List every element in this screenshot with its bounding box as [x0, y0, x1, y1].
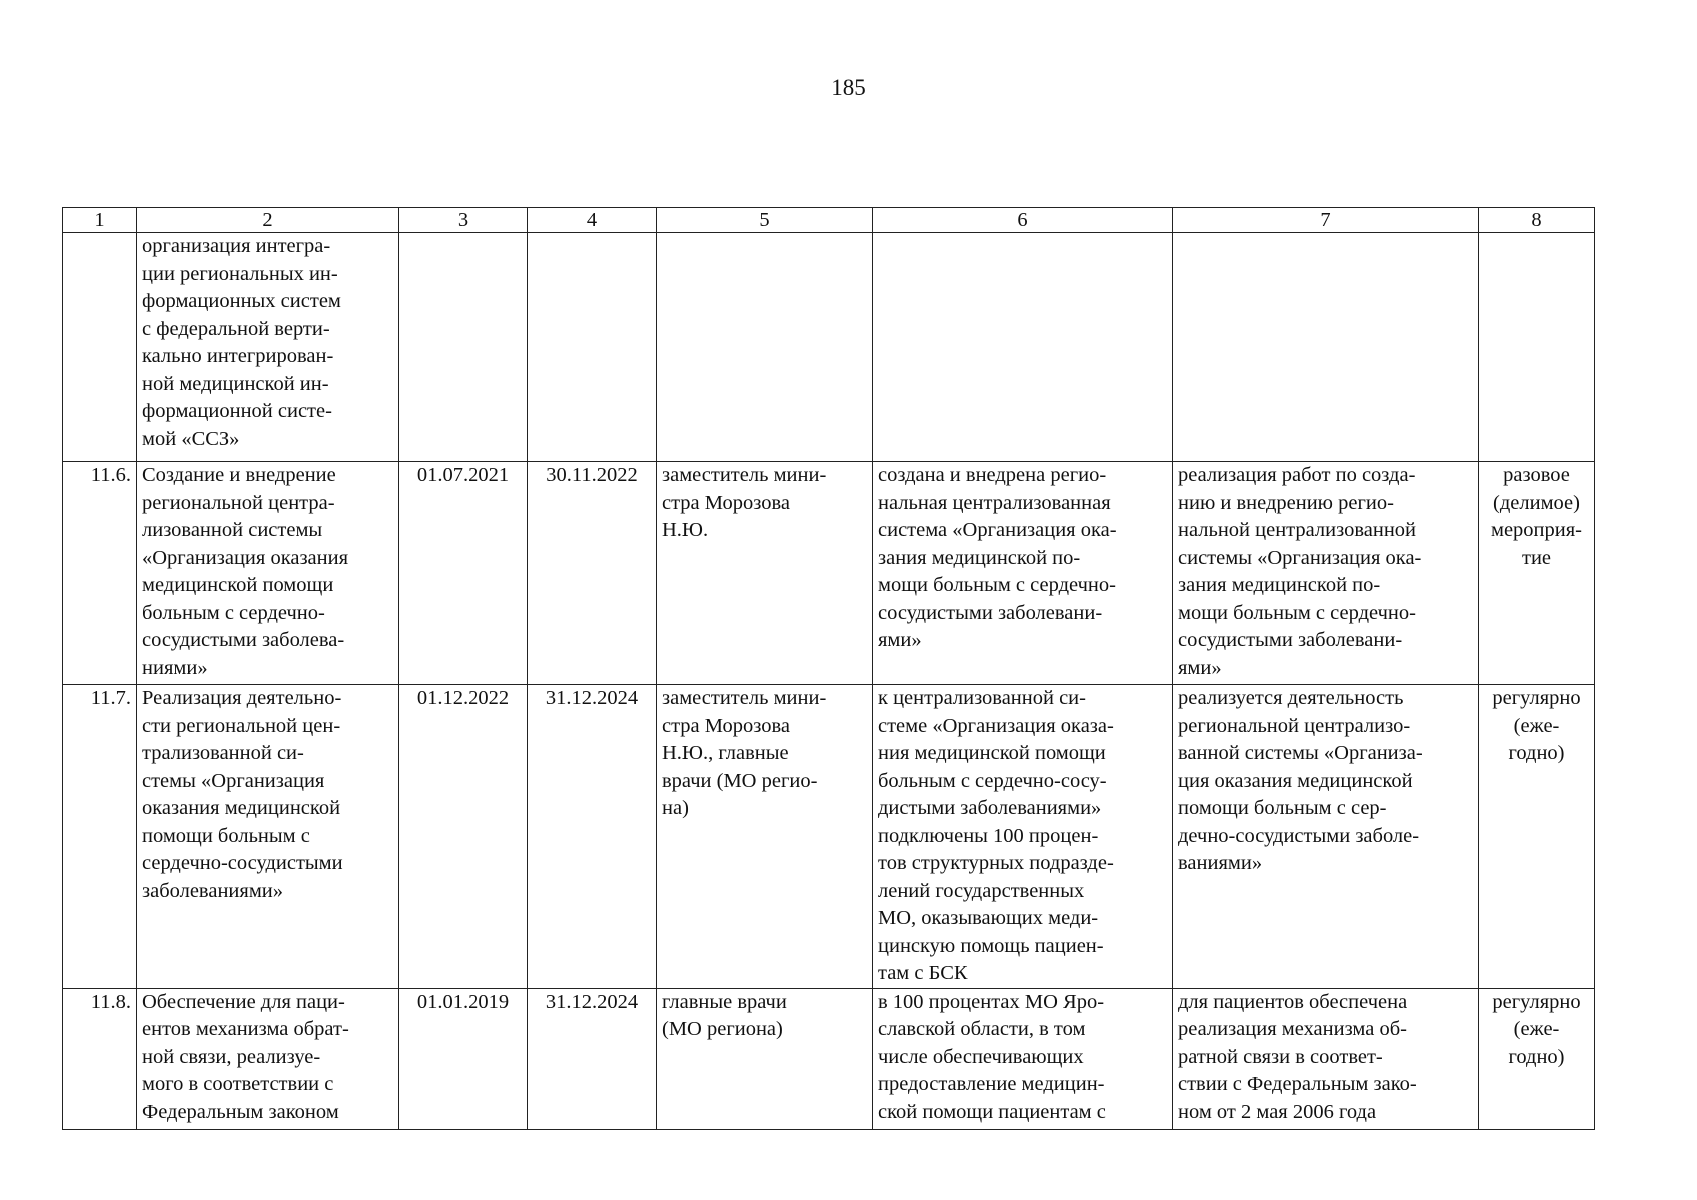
table-row — [63, 462, 1595, 685]
measure-name: Создание и внедрение региональной центра- лизованной системы «Организация оказания медицинской помощи больным с сердечно- сосудистыми заболева- ниями» — [137, 462, 399, 685]
end-date — [528, 233, 657, 462]
start-date — [399, 233, 528, 462]
result-description: реализация работ по созда- нию и внедрению регио- нальной централизованной системы «Организация ока- зания медицинской по- мощи больным с сердечно- сосудистыми заболевани- ями» — [1173, 462, 1479, 685]
expected-result: создана и внедрена регио- нальная централизованная система «Организация ока- зания медицинской по- мощи больным с сердечно- сосудистыми заболевани- ями» — [873, 462, 1173, 685]
start-date: 01.12.2022 — [399, 685, 528, 989]
result-description — [1173, 233, 1479, 462]
table-row — [63, 685, 1595, 989]
measure-type: регулярно (еже- годно) — [1479, 988, 1595, 1129]
responsible-person: главные врачи (МО региона) — [657, 988, 873, 1129]
measure-name: Реализация деятельно- сти региональной цен- трализованной си- стемы «Организация оказания медицинской помощи больным с сердечно-сосудистыми заболеваниями» — [137, 685, 399, 989]
responsible-person: заместитель мини- стра Морозова Н.Ю. — [657, 462, 873, 685]
table-row — [63, 233, 1595, 462]
row-number — [63, 233, 137, 462]
end-date: 31.12.2024 — [528, 685, 657, 989]
measure-type: регулярно (еже- годно) — [1479, 685, 1595, 989]
measure-type — [1479, 233, 1595, 462]
column-header: 1 — [63, 208, 137, 233]
result-description: реализуется деятельность региональной централизо- ванной системы «Организа- ция оказания медицинской помощи больным с сер- дечно-сосудистыми заболе- ваниями» — [1173, 685, 1479, 989]
column-header: 2 — [137, 208, 399, 233]
responsible-person: заместитель мини- стра Морозова Н.Ю., главные врачи (МО регио- на) — [657, 685, 873, 989]
measure-name: организация интегра- ции региональных ин- формационных систем с федеральной верти- кально интегрирован- ной медицинской ин- формационной систе- мой «ССЗ» — [137, 233, 399, 462]
measure-name: Обеспечение для паци- ентов механизма обрат- ной связи, реализуе- мого в соответствии с Федеральным законом — [137, 988, 399, 1129]
measures-table — [62, 207, 1595, 1130]
start-date: 01.07.2021 — [399, 462, 528, 685]
responsible-person — [657, 233, 873, 462]
page-number: 185 — [831, 75, 866, 100]
column-header: 4 — [528, 208, 657, 233]
row-number: 11.7. — [63, 685, 137, 989]
end-date: 30.11.2022 — [528, 462, 657, 685]
table-row — [63, 988, 1595, 1129]
expected-result: в 100 процентах МО Яро- славской области, в том числе обеспечивающих предоставление медицин- ской помощи пациентам с — [873, 988, 1173, 1129]
column-header: 7 — [1173, 208, 1479, 233]
table-header-row — [63, 208, 1595, 233]
column-header: 6 — [873, 208, 1173, 233]
column-header: 8 — [1479, 208, 1595, 233]
result-description: для пациентов обеспечена реализация механизма об- ратной связи в соответ- ствии с Федеральным зако- ном от 2 мая 2006 года — [1173, 988, 1479, 1129]
row-number: 11.6. — [63, 462, 137, 685]
expected-result: к централизованной си- стеме «Организация оказа- ния медицинской помощи больным с сердечно-сосу- дистыми заболеваниями» подключены 100 процен- тов структурных подразде- лений государственных МО, оказывающих меди- цинскую помощь пациен- там с БСК — [873, 685, 1173, 989]
column-header: 3 — [399, 208, 528, 233]
measure-type: разовое (делимое) мероприя- тие — [1479, 462, 1595, 685]
end-date: 31.12.2024 — [528, 988, 657, 1129]
row-number: 11.8. — [63, 988, 137, 1129]
expected-result — [873, 233, 1173, 462]
column-header: 5 — [657, 208, 873, 233]
start-date: 01.01.2019 — [399, 988, 528, 1129]
